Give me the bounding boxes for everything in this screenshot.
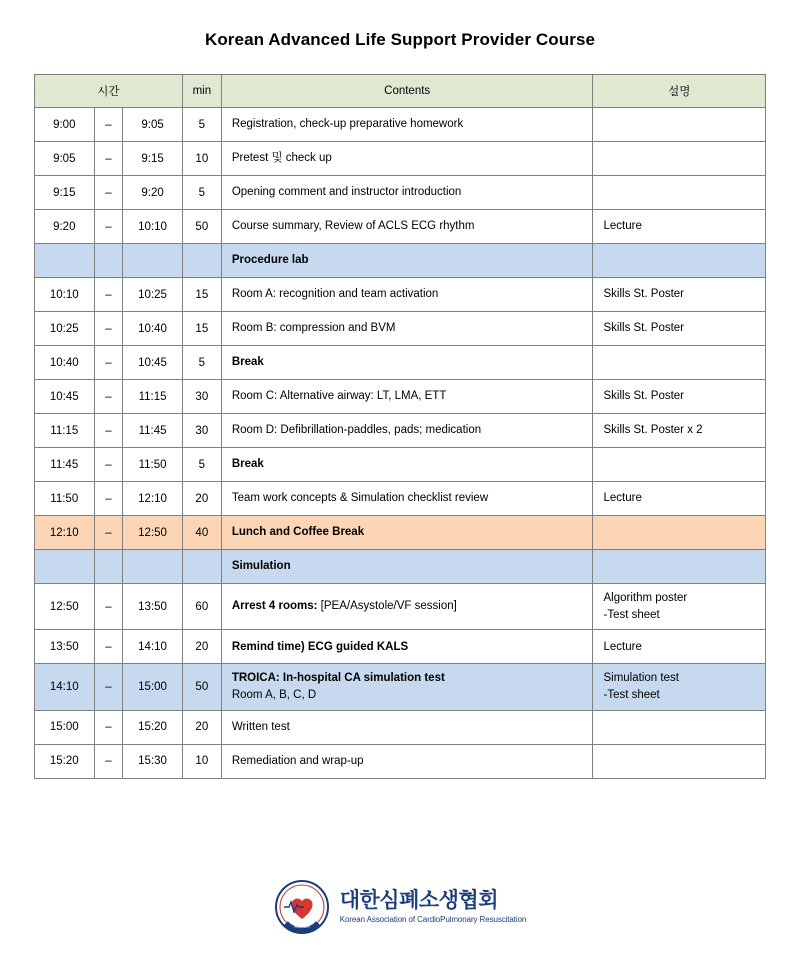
cell-minutes: 10 bbox=[182, 142, 221, 176]
description-main-text: Skills St. Poster x 2 bbox=[603, 424, 703, 437]
table-row bbox=[35, 482, 766, 516]
cell-time-dash: – bbox=[94, 630, 123, 664]
cell-start-time bbox=[35, 550, 95, 584]
contents-main-text: Room D: Defibrillation-paddles, pads; medication bbox=[231, 424, 482, 437]
contents-main-text: Room C: Alternative airway: LT, LMA, ETT bbox=[231, 390, 447, 403]
cell-contents bbox=[221, 448, 593, 482]
table-row bbox=[35, 278, 766, 312]
cell-minutes: 20 bbox=[182, 710, 221, 744]
description-main-text: Lecture bbox=[603, 492, 642, 505]
cell-contents bbox=[221, 664, 593, 710]
description-main-text: Skills St. Poster bbox=[603, 390, 685, 403]
cell-time-dash: – bbox=[94, 482, 123, 516]
cell-time-dash bbox=[94, 550, 123, 584]
cell-minutes: 30 bbox=[182, 414, 221, 448]
cell-end-time: 9:20 bbox=[123, 176, 183, 210]
cell-minutes: 50 bbox=[182, 664, 221, 710]
cell-end-time: 15:00 bbox=[123, 664, 183, 710]
cell-start-time: 10:10 bbox=[35, 278, 95, 312]
cell-start-time: 12:10 bbox=[35, 516, 95, 550]
cell-description bbox=[593, 380, 766, 414]
cell-minutes bbox=[182, 550, 221, 584]
cell-minutes bbox=[182, 244, 221, 278]
cell-start-time: 11:45 bbox=[35, 448, 95, 482]
cell-description bbox=[593, 312, 766, 346]
contents-main-text: Remediation and wrap-up bbox=[231, 754, 364, 767]
cell-time-dash: – bbox=[94, 664, 123, 710]
table-row bbox=[35, 710, 766, 744]
cell-contents bbox=[221, 482, 593, 516]
cell-time-dash: – bbox=[94, 346, 123, 380]
table-row bbox=[35, 584, 766, 630]
cell-minutes: 20 bbox=[182, 630, 221, 664]
cell-start-time bbox=[35, 244, 95, 278]
cell-time-dash: – bbox=[94, 380, 123, 414]
table-row bbox=[35, 210, 766, 244]
cell-minutes: 10 bbox=[182, 744, 221, 778]
table-row bbox=[35, 176, 766, 210]
cell-start-time: 15:20 bbox=[35, 744, 95, 778]
cell-start-time: 10:40 bbox=[35, 346, 95, 380]
cell-time-dash: – bbox=[94, 414, 123, 448]
cell-end-time: 11:45 bbox=[123, 414, 183, 448]
table-row bbox=[35, 516, 766, 550]
table-row bbox=[35, 380, 766, 414]
cell-end-time: 10:25 bbox=[123, 278, 183, 312]
cell-contents bbox=[221, 516, 593, 550]
contents-main-text: Break bbox=[231, 356, 264, 369]
cell-description bbox=[593, 744, 766, 778]
cell-contents bbox=[221, 550, 593, 584]
cell-contents bbox=[221, 176, 593, 210]
description-main-text: Simulation test bbox=[603, 672, 679, 685]
cell-description bbox=[593, 482, 766, 516]
table-row bbox=[35, 312, 766, 346]
cell-start-time: 9:20 bbox=[35, 210, 95, 244]
cell-end-time: 12:50 bbox=[123, 516, 183, 550]
table-header-row bbox=[35, 75, 766, 108]
cell-contents bbox=[221, 630, 593, 664]
cell-description bbox=[593, 108, 766, 142]
contents-main-text: Opening comment and instructor introduction bbox=[231, 186, 462, 199]
cell-end-time: 14:10 bbox=[123, 630, 183, 664]
table-row bbox=[35, 664, 766, 710]
cell-start-time: 9:05 bbox=[35, 142, 95, 176]
cell-start-time: 10:45 bbox=[35, 380, 95, 414]
cell-description bbox=[593, 346, 766, 380]
table-row bbox=[35, 414, 766, 448]
organization-logo bbox=[274, 879, 527, 935]
column-header-min: min bbox=[182, 75, 221, 108]
contents-main-text: Course summary, Review of ACLS ECG rhythm bbox=[231, 220, 475, 233]
cell-minutes: 15 bbox=[182, 278, 221, 312]
cell-end-time: 9:05 bbox=[123, 108, 183, 142]
contents-main-text: Registration, check-up preparative homework bbox=[231, 118, 464, 131]
contents-main-text: Lunch and Coffee Break bbox=[231, 526, 365, 539]
cell-end-time: 10:45 bbox=[123, 346, 183, 380]
cell-minutes: 5 bbox=[182, 176, 221, 210]
cell-end-time: 15:20 bbox=[123, 710, 183, 744]
table-row bbox=[35, 244, 766, 278]
cell-end-time: 12:10 bbox=[123, 482, 183, 516]
contents-main-text: Written test bbox=[231, 720, 290, 733]
description-main-text: Lecture bbox=[603, 640, 642, 653]
table-row bbox=[35, 550, 766, 584]
contents-main-text: Room B: compression and BVM bbox=[231, 322, 396, 335]
cell-contents bbox=[221, 244, 593, 278]
cell-time-dash: – bbox=[94, 710, 123, 744]
cell-end-time bbox=[123, 244, 183, 278]
cell-contents bbox=[221, 584, 593, 630]
contents-main-text: Simulation bbox=[231, 560, 291, 573]
cell-time-dash: – bbox=[94, 744, 123, 778]
cell-start-time: 15:00 bbox=[35, 710, 95, 744]
schedule-table bbox=[34, 74, 766, 779]
contents-main-text: Arrest 4 rooms: bbox=[231, 600, 318, 613]
cell-description bbox=[593, 278, 766, 312]
table-header bbox=[35, 75, 766, 108]
org-name-ko: 대한심폐소생협회 bbox=[339, 889, 499, 913]
cell-minutes: 60 bbox=[182, 584, 221, 630]
cell-contents bbox=[221, 278, 593, 312]
contents-main-text: Team work concepts & Simulation checklist review bbox=[231, 492, 489, 505]
contents-main-text: TROICA: In-hospital CA simulation test bbox=[231, 672, 445, 685]
cell-contents bbox=[221, 312, 593, 346]
contents-main-text: Remind time) ECG guided KALS bbox=[231, 640, 409, 653]
cell-time-dash: – bbox=[94, 108, 123, 142]
cell-start-time: 9:15 bbox=[35, 176, 95, 210]
cell-description bbox=[593, 550, 766, 584]
contents-suffix-text: [PEA/Asystole/VF session] bbox=[317, 600, 457, 613]
cell-description bbox=[593, 584, 766, 630]
cell-minutes: 50 bbox=[182, 210, 221, 244]
cell-end-time: 15:30 bbox=[123, 744, 183, 778]
cell-contents bbox=[221, 710, 593, 744]
cell-contents bbox=[221, 744, 593, 778]
cell-contents bbox=[221, 108, 593, 142]
table-row bbox=[35, 448, 766, 482]
cell-minutes: 15 bbox=[182, 312, 221, 346]
contents-secondary-text: Room A, B, C, D bbox=[231, 689, 317, 702]
cell-description bbox=[593, 142, 766, 176]
cell-start-time: 9:00 bbox=[35, 108, 95, 142]
schedule-table-container bbox=[34, 74, 766, 779]
cell-time-dash: – bbox=[94, 312, 123, 346]
cell-contents bbox=[221, 346, 593, 380]
cell-description bbox=[593, 210, 766, 244]
cell-minutes: 5 bbox=[182, 346, 221, 380]
cell-description bbox=[593, 176, 766, 210]
column-header-contents: Contents bbox=[221, 75, 593, 108]
cell-description bbox=[593, 448, 766, 482]
cell-end-time: 11:15 bbox=[123, 380, 183, 414]
cell-minutes: 30 bbox=[182, 380, 221, 414]
table-row bbox=[35, 346, 766, 380]
description-secondary-text: -Test sheet bbox=[603, 608, 660, 621]
footer bbox=[0, 879, 800, 935]
org-name-en: Korean Association of CardioPulmonary Resuscitation bbox=[339, 914, 527, 924]
cell-end-time bbox=[123, 550, 183, 584]
cell-time-dash: – bbox=[94, 142, 123, 176]
cell-end-time: 11:50 bbox=[123, 448, 183, 482]
cell-description bbox=[593, 244, 766, 278]
cell-time-dash bbox=[94, 244, 123, 278]
cell-contents bbox=[221, 414, 593, 448]
description-main-text: Skills St. Poster bbox=[603, 288, 685, 301]
description-main-text: Algorithm poster bbox=[603, 592, 688, 604]
cell-time-dash: – bbox=[94, 584, 123, 630]
cell-start-time: 11:15 bbox=[35, 414, 95, 448]
logo-text-block bbox=[340, 890, 527, 923]
cell-minutes: 5 bbox=[182, 108, 221, 142]
description-main-text: Lecture bbox=[603, 220, 642, 233]
description-main-text: Skills St. Poster bbox=[603, 322, 685, 335]
cell-end-time: 10:40 bbox=[123, 312, 183, 346]
cell-time-dash: – bbox=[94, 516, 123, 550]
cell-start-time: 13:50 bbox=[35, 630, 95, 664]
table-body bbox=[35, 108, 766, 779]
cell-end-time: 10:10 bbox=[123, 210, 183, 244]
table-row bbox=[35, 142, 766, 176]
cell-start-time: 12:50 bbox=[35, 584, 95, 630]
heart-logo-icon bbox=[274, 879, 330, 935]
cell-end-time: 9:15 bbox=[123, 142, 183, 176]
description-secondary-text: -Test sheet bbox=[603, 689, 660, 702]
cell-minutes: 40 bbox=[182, 516, 221, 550]
cell-time-dash: – bbox=[94, 176, 123, 210]
cell-contents bbox=[221, 210, 593, 244]
cell-time-dash: – bbox=[94, 278, 123, 312]
svg-text:KOREA: KOREA bbox=[294, 924, 310, 929]
cell-minutes: 5 bbox=[182, 448, 221, 482]
cell-contents bbox=[221, 380, 593, 414]
cell-start-time: 14:10 bbox=[35, 664, 95, 710]
table-row bbox=[35, 744, 766, 778]
cell-description bbox=[593, 414, 766, 448]
column-header-time: 시간 bbox=[35, 75, 183, 108]
cell-description bbox=[593, 630, 766, 664]
table-row bbox=[35, 630, 766, 664]
page-title: Korean Advanced Life Support Provider Course bbox=[204, 30, 596, 49]
contents-main-text: Procedure lab bbox=[231, 254, 309, 267]
column-header-description: 설명 bbox=[593, 75, 766, 108]
contents-main-text: Room A: recognition and team activation bbox=[231, 288, 439, 301]
cell-start-time: 10:25 bbox=[35, 312, 95, 346]
table-row bbox=[35, 108, 766, 142]
cell-contents bbox=[221, 142, 593, 176]
cell-start-time: 11:50 bbox=[35, 482, 95, 516]
cell-description bbox=[593, 710, 766, 744]
contents-main-text: Pretest 및 check up bbox=[231, 152, 332, 165]
cell-time-dash: – bbox=[94, 210, 123, 244]
cell-description bbox=[593, 664, 766, 710]
cell-end-time: 13:50 bbox=[123, 584, 183, 630]
contents-main-text: Break bbox=[231, 458, 264, 471]
cell-minutes: 20 bbox=[182, 482, 221, 516]
cell-time-dash: – bbox=[94, 448, 123, 482]
cell-description bbox=[593, 516, 766, 550]
